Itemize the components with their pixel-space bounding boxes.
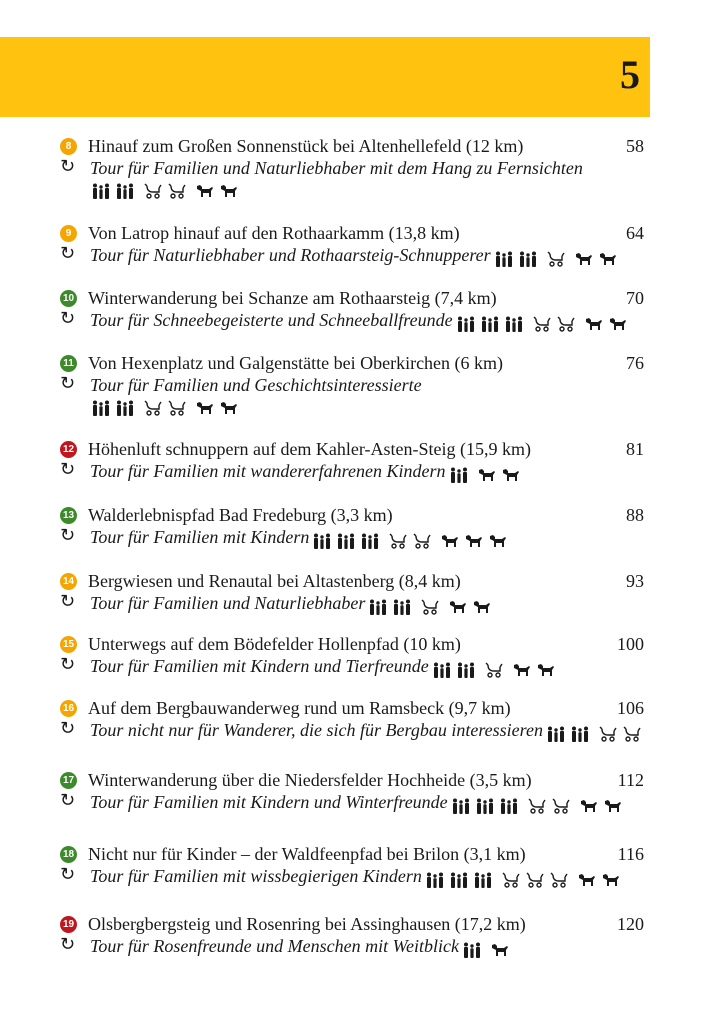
family-icon <box>463 937 487 959</box>
tour-number-badge: 15 <box>60 636 77 653</box>
family-icon-group <box>452 793 524 815</box>
page-number: 93 <box>626 571 644 591</box>
tour-subtitle: Tour nicht nur für Wanderer, die sich für Bergbau interessieren <box>90 720 543 740</box>
tour-title[interactable]: Nicht nur für Kinder – der Waldfeenpfad bei Brilon (3,1 km) <box>88 844 526 864</box>
page-number: 88 <box>626 505 644 525</box>
loop-tour-icon: ↻ <box>60 934 76 955</box>
dog-icon <box>473 594 497 616</box>
dog-icon <box>489 528 513 550</box>
tour-subtitle: Tour für Familien und Naturliebhaber mit dem Hang zu Fernsichten <box>90 158 583 178</box>
tour-number-badge: 19 <box>60 916 77 933</box>
tour-entry[interactable] <box>60 438 660 484</box>
family-icon <box>450 462 474 484</box>
tour-subtitle: Tour für Familien mit Kindern <box>90 527 310 547</box>
dog-icon <box>580 793 604 815</box>
dog-icon-group <box>578 867 626 889</box>
tour-subtitle: Tour für Familien und Geschichtsinteressierte <box>90 375 422 395</box>
dog-icon-group <box>478 462 526 484</box>
dog-icon <box>602 867 626 889</box>
page-number: 100 <box>617 634 644 654</box>
dog-icon <box>441 528 465 550</box>
family-icon-group <box>463 937 487 959</box>
family-icon <box>116 179 140 201</box>
stroller-icon <box>485 657 509 679</box>
stroller-icon-group <box>528 793 576 815</box>
tour-subtitle: Tour für Schneebegeisterte und Schneeballfreunde <box>90 310 453 330</box>
tour-entry[interactable] <box>60 287 660 333</box>
dog-icon-group <box>580 793 628 815</box>
tour-entry[interactable] <box>60 633 660 679</box>
stroller-icon <box>168 179 192 201</box>
tour-number-badge: 14 <box>60 573 77 590</box>
family-icon <box>571 721 595 743</box>
dog-icon-group <box>449 594 497 616</box>
page-number: 116 <box>617 844 644 864</box>
family-icon <box>495 246 519 268</box>
dog-icon <box>604 793 628 815</box>
family-icon <box>547 721 571 743</box>
dog-icon <box>609 311 633 333</box>
loop-tour-icon: ↻ <box>60 156 76 177</box>
stroller-icon <box>168 396 192 418</box>
dog-icon <box>585 311 609 333</box>
icon-row <box>60 396 660 418</box>
family-icon-group <box>369 594 417 616</box>
tour-entry[interactable] <box>60 769 660 815</box>
stroller-icon-group <box>421 594 445 616</box>
page-number: 58 <box>626 136 644 156</box>
family-icon <box>92 179 116 201</box>
page-number: 70 <box>626 288 644 308</box>
chapter-banner <box>0 37 650 117</box>
dog-icon <box>449 594 473 616</box>
tour-entry[interactable] <box>60 843 660 889</box>
tour-subtitle: Tour für Familien mit Kindern und Tierfreunde <box>90 656 429 676</box>
family-icon <box>457 311 481 333</box>
tour-title[interactable]: Von Hexenplatz und Galgenstätte bei Oberkirchen (6 km) <box>88 353 504 373</box>
loop-tour-icon: ↻ <box>60 790 76 811</box>
family-icon <box>426 867 450 889</box>
stroller-icon <box>557 311 581 333</box>
tour-number-badge: 9 <box>60 225 77 242</box>
tour-title[interactable]: Winterwanderung über die Niedersfelder Hochheide (3,5 km) <box>88 770 532 790</box>
family-icon <box>361 528 385 550</box>
tour-number-badge: 11 <box>60 355 77 372</box>
stroller-icon <box>526 867 550 889</box>
loop-tour-icon: ↻ <box>60 525 76 546</box>
tour-entry[interactable] <box>60 504 660 550</box>
family-icon <box>481 311 505 333</box>
tour-number-badge: 12 <box>60 441 77 458</box>
family-icon-group <box>426 867 498 889</box>
family-icon-group <box>433 657 481 679</box>
family-icon <box>393 594 417 616</box>
dog-icon <box>220 179 244 201</box>
stroller-icon <box>550 867 574 889</box>
family-icon <box>369 594 393 616</box>
dog-icon <box>465 528 489 550</box>
tour-entry[interactable] <box>60 570 660 616</box>
stroller-icon <box>144 179 168 201</box>
tour-subtitle: Tour für Familien mit Kindern und Winterfreunde <box>90 792 448 812</box>
stroller-icon-group <box>485 657 509 679</box>
stroller-icon-group <box>389 528 437 550</box>
stroller-icon <box>144 396 168 418</box>
page-number: 64 <box>626 223 644 243</box>
page-number: 76 <box>626 353 644 373</box>
page-number: 106 <box>617 698 644 718</box>
dog-icon-group <box>196 396 244 418</box>
dog-icon <box>196 396 220 418</box>
family-icon <box>313 528 337 550</box>
stroller-icon <box>413 528 437 550</box>
tour-number-badge: 8 <box>60 138 77 155</box>
stroller-icon <box>547 246 571 268</box>
stroller-icon <box>533 311 557 333</box>
tour-number-badge: 16 <box>60 700 77 717</box>
stroller-icon-group <box>144 179 192 201</box>
dog-icon-group <box>513 657 561 679</box>
stroller-icon <box>389 528 413 550</box>
loop-tour-icon: ↻ <box>60 373 76 394</box>
tour-title[interactable]: Von Latrop hinauf auf den Rothaarkamm (13,8 km) <box>88 223 460 243</box>
tour-subtitle: Tour für Familien und Naturliebhaber <box>90 593 366 613</box>
family-icon <box>450 867 474 889</box>
tour-entry[interactable] <box>60 222 660 268</box>
tour-subtitle: Tour für Naturliebhaber und Rothaarsteig-Schnupperer <box>90 245 491 265</box>
tour-number-badge: 18 <box>60 846 77 863</box>
tour-number-badge: 13 <box>60 507 77 524</box>
dog-icon-group <box>585 311 633 333</box>
dog-icon <box>513 657 537 679</box>
dog-icon <box>575 246 599 268</box>
dog-icon <box>502 462 526 484</box>
stroller-icon <box>552 793 576 815</box>
family-icon <box>519 246 543 268</box>
loop-tour-icon: ↻ <box>60 864 76 885</box>
tour-number-badge: 10 <box>60 290 77 307</box>
family-icon <box>116 396 140 418</box>
dog-icon <box>599 246 623 268</box>
loop-tour-icon: ↻ <box>60 459 76 480</box>
family-icon <box>474 867 498 889</box>
dog-icon-group <box>575 246 623 268</box>
icon-row <box>60 179 660 201</box>
tour-title[interactable]: Auf dem Bergbauwanderweg rund um Ramsbeck (9,7 km) <box>88 698 511 718</box>
loop-tour-icon: ↻ <box>60 654 76 675</box>
family-icon <box>476 793 500 815</box>
tour-entry[interactable] <box>60 352 660 418</box>
family-icon-group <box>92 179 140 201</box>
family-icon-group <box>457 311 529 333</box>
loop-tour-icon: ↻ <box>60 308 76 329</box>
loop-tour-icon: ↻ <box>60 591 76 612</box>
tour-number-badge: 17 <box>60 772 77 789</box>
page-number: 120 <box>617 914 644 934</box>
family-icon <box>337 528 361 550</box>
stroller-icon-group <box>547 246 571 268</box>
tour-subtitle: Tour für Familien mit wissbegierigen Kindern <box>90 866 422 886</box>
stroller-icon-group <box>144 396 192 418</box>
tour-title[interactable]: Höhenluft schnuppern auf dem Kahler-Asten-Steig (15,9 km) <box>88 439 532 459</box>
family-icon-group <box>92 396 140 418</box>
page-number: 81 <box>626 439 644 459</box>
family-icon <box>92 396 116 418</box>
chapter-number: 5 <box>620 52 640 97</box>
dog-icon <box>578 867 602 889</box>
tour-title[interactable]: Walderlebnispfad Bad Fredeburg (3,3 km) <box>88 505 393 525</box>
family-icon-group <box>313 528 385 550</box>
family-icon-group <box>495 246 543 268</box>
tour-title[interactable]: Olsbergbergsteig und Rosenring bei Assinghausen (17,2 km) <box>88 914 526 934</box>
dog-icon-group <box>196 179 244 201</box>
stroller-icon <box>623 721 647 743</box>
family-icon <box>500 793 524 815</box>
tour-title[interactable]: Bergwiesen und Renautal bei Altastenberg (8,4 km) <box>88 571 461 591</box>
tour-subtitle: Tour für Rosenfreunde und Menschen mit Weitblick <box>90 936 459 956</box>
stroller-icon <box>528 793 552 815</box>
loop-tour-icon: ↻ <box>60 243 76 264</box>
family-icon <box>457 657 481 679</box>
tour-title[interactable]: Unterwegs auf dem Bödefelder Hollenpfad (10 km) <box>88 634 461 654</box>
page-number: 112 <box>617 770 644 790</box>
stroller-icon-group <box>502 867 574 889</box>
stroller-icon <box>502 867 526 889</box>
loop-tour-icon: ↻ <box>60 718 76 739</box>
tour-subtitle: Tour für Familien mit wandererfahrenen Kindern <box>90 461 446 481</box>
tour-entry[interactable] <box>60 135 660 201</box>
dog-icon-group <box>441 528 513 550</box>
stroller-icon <box>421 594 445 616</box>
dog-icon-group <box>491 937 515 959</box>
stroller-icon-group <box>533 311 581 333</box>
dog-icon <box>537 657 561 679</box>
dog-icon <box>220 396 244 418</box>
tour-entry[interactable] <box>60 913 660 959</box>
stroller-icon <box>599 721 623 743</box>
family-icon <box>452 793 476 815</box>
stroller-icon-group <box>599 721 647 743</box>
dog-icon <box>478 462 502 484</box>
family-icon-group <box>450 462 474 484</box>
tour-entry[interactable] <box>60 697 660 743</box>
family-icon-group <box>547 721 595 743</box>
family-icon <box>433 657 457 679</box>
dog-icon <box>491 937 515 959</box>
tour-title[interactable]: Hinauf zum Großen Sonnenstück bei Altenhellefeld (12 km) <box>88 136 524 156</box>
tour-title[interactable]: Winterwanderung bei Schanze am Rothaarsteig (7,4 km) <box>88 288 497 308</box>
dog-icon <box>196 179 220 201</box>
family-icon <box>505 311 529 333</box>
